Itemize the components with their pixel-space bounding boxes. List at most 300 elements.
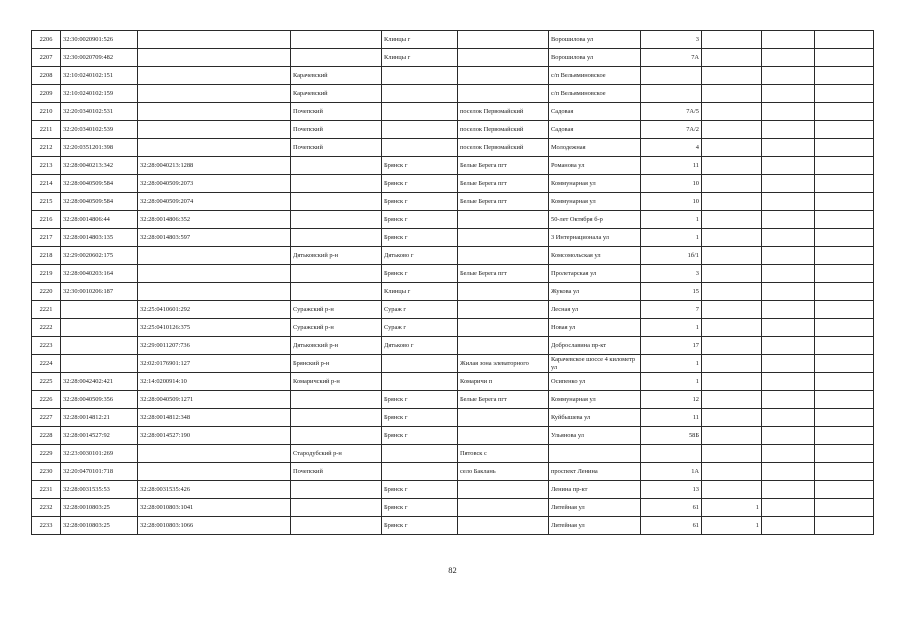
street-cell: Куйбышева ул [549,409,641,427]
settlement-cell [458,211,549,229]
row-number: 2212 [32,139,61,157]
cadastral-number-object [138,85,291,103]
city-cell: Брянск г [382,229,458,247]
empty-cell [762,517,815,535]
city-cell: Клинцы г [382,283,458,301]
city-cell: Дятьково г [382,337,458,355]
empty-cell [815,157,874,175]
settlement-cell [458,301,549,319]
registry-rows [32,31,874,535]
house-number-cell: 1 [641,355,702,373]
row-number: 2230 [32,463,61,481]
row-number: 2215 [32,193,61,211]
street-cell: Коммунарная ул [549,193,641,211]
district-cell [291,481,382,499]
city-cell: Брянск г [382,481,458,499]
extra-number-cell [702,175,762,193]
table-row [32,121,874,139]
street-cell: Осипенко ул [549,373,641,391]
table-row [32,49,874,67]
district-cell [291,283,382,301]
house-number-cell [641,67,702,85]
table-row [32,157,874,175]
extra-number-cell [702,139,762,157]
settlement-cell: Жилая зона элеваторного [458,355,549,373]
street-cell: проспект Ленина [549,463,641,481]
district-cell: Почепский [291,103,382,121]
street-cell: Романова ул [549,157,641,175]
house-number-cell: 1А [641,463,702,481]
house-number-cell: 3 [641,31,702,49]
empty-cell [815,481,874,499]
settlement-cell [458,427,549,445]
city-cell: Сураж г [382,319,458,337]
settlement-cell [458,283,549,301]
extra-number-cell [702,103,762,121]
row-number: 2220 [32,283,61,301]
district-cell [291,229,382,247]
row-number: 2222 [32,319,61,337]
row-number: 2213 [32,157,61,175]
extra-number-cell [702,49,762,67]
city-cell: Брянск г [382,265,458,283]
city-cell [382,67,458,85]
page-number: 82 [448,565,457,575]
empty-cell [762,193,815,211]
empty-cell [815,301,874,319]
row-number: 2231 [32,481,61,499]
extra-number-cell [702,31,762,49]
empty-cell [815,247,874,265]
row-number: 2217 [32,229,61,247]
cadastral-number: 32:28:0010803:25 [61,499,138,517]
district-cell [291,193,382,211]
street-cell: Жукова ул [549,283,641,301]
empty-cell [762,445,815,463]
house-number-cell: 1 [641,373,702,391]
cadastral-number-object [138,103,291,121]
street-cell: Литейная ул [549,517,641,535]
district-cell: Почепский [291,121,382,139]
table-row [32,175,874,193]
cadastral-number-object [138,67,291,85]
street-cell [549,445,641,463]
district-cell: Почепский [291,463,382,481]
city-cell: Брянск г [382,517,458,535]
table-row [32,391,874,409]
registry-table [31,30,874,535]
empty-cell [762,319,815,337]
table-row [32,247,874,265]
street-cell: Коммунарная ул [549,391,641,409]
row-number: 2224 [32,355,61,373]
district-cell: Комаричский р-н [291,373,382,391]
city-cell [382,445,458,463]
city-cell [382,85,458,103]
empty-cell [815,175,874,193]
cadastral-number: 32:28:0014806:44 [61,211,138,229]
empty-cell [815,211,874,229]
city-cell: Брянск г [382,427,458,445]
empty-cell [815,85,874,103]
district-cell: Стародубский р-н [291,445,382,463]
extra-number-cell [702,445,762,463]
house-number-cell: 12 [641,391,702,409]
row-number: 2211 [32,121,61,139]
cadastral-number: 32:30:0020709:482 [61,49,138,67]
house-number-cell: 3 [641,265,702,283]
empty-cell [762,139,815,157]
empty-cell [762,229,815,247]
city-cell: Брянск г [382,193,458,211]
house-number-cell: 7 [641,301,702,319]
cadastral-number-object: 32:29:0011207:736 [138,337,291,355]
cadastral-number [61,301,138,319]
extra-number-cell: 1 [702,499,762,517]
city-cell: Брянск г [382,157,458,175]
street-cell: Комсомольская ул [549,247,641,265]
house-number-cell: 10 [641,175,702,193]
extra-number-cell [702,355,762,373]
extra-number-cell [702,121,762,139]
district-cell [291,265,382,283]
empty-cell [762,121,815,139]
extra-number-cell [702,229,762,247]
city-cell: Клинцы г [382,49,458,67]
cadastral-number: 32:28:0031535:53 [61,481,138,499]
empty-cell [762,175,815,193]
empty-cell [762,463,815,481]
extra-number-cell [702,409,762,427]
empty-cell [762,157,815,175]
district-cell: Суражский р-н [291,301,382,319]
street-cell: Новая ул [549,319,641,337]
extra-number-cell [702,427,762,445]
city-cell: Брянск г [382,175,458,193]
row-number: 2233 [32,517,61,535]
house-number-cell: 10 [641,193,702,211]
cadastral-number [61,355,138,373]
settlement-cell [458,229,549,247]
district-cell [291,175,382,193]
street-cell: Ворошилова ул [549,31,641,49]
empty-cell [815,121,874,139]
house-number-cell: 1 [641,229,702,247]
settlement-cell [458,247,549,265]
house-number-cell: 1 [641,211,702,229]
house-number-cell: 58Б [641,427,702,445]
cadastral-number: 32:23:0030101:269 [61,445,138,463]
district-cell: Брянский р-н [291,355,382,373]
row-number: 2210 [32,103,61,121]
city-cell: Брянск г [382,391,458,409]
cadastral-number: 32:30:0010206:187 [61,283,138,301]
table-row [32,31,874,49]
cadastral-number-object [138,121,291,139]
cadastral-number: 32:20:0340102:539 [61,121,138,139]
cadastral-number-object [138,139,291,157]
street-cell: Ленина пр-кт [549,481,641,499]
extra-number-cell [702,283,762,301]
settlement-cell: село Баклань [458,463,549,481]
settlement-cell [458,67,549,85]
house-number-cell: 11 [641,409,702,427]
house-number-cell: 61 [641,499,702,517]
empty-cell [815,391,874,409]
house-number-cell [641,85,702,103]
empty-cell [762,49,815,67]
empty-cell [815,445,874,463]
extra-number-cell [702,265,762,283]
table-row [32,139,874,157]
empty-cell [762,409,815,427]
row-number: 2218 [32,247,61,265]
table-row [32,193,874,211]
cadastral-number-object: 32:28:0010803:1066 [138,517,291,535]
settlement-cell: Белые Берега пгт [458,193,549,211]
district-cell: Суражский р-н [291,319,382,337]
empty-cell [815,67,874,85]
cadastral-number: 32:28:0010803:25 [61,517,138,535]
house-number-cell: 7А/2 [641,121,702,139]
settlement-cell: Пятовск с [458,445,549,463]
street-cell: Садовая [549,103,641,121]
cadastral-number: 32:28:0040203:164 [61,265,138,283]
extra-number-cell [702,211,762,229]
empty-cell [762,67,815,85]
district-cell: Карачевский [291,85,382,103]
house-number-cell: 13 [641,481,702,499]
row-number: 2221 [32,301,61,319]
table-row [32,211,874,229]
row-number: 2216 [32,211,61,229]
empty-cell [815,229,874,247]
empty-cell [815,265,874,283]
extra-number-cell [702,391,762,409]
empty-cell [815,139,874,157]
settlement-cell: Белые Берега пгт [458,175,549,193]
cadastral-number-object: 32:28:0014812:348 [138,409,291,427]
cadastral-number-object: 32:25:0410601:292 [138,301,291,319]
extra-number-cell [702,301,762,319]
empty-cell [762,427,815,445]
house-number-cell: 7А [641,49,702,67]
house-number-cell: 17 [641,337,702,355]
street-cell: Коммунарная ул [549,175,641,193]
house-number-cell: 7А/5 [641,103,702,121]
row-number: 2223 [32,337,61,355]
district-cell: Дятьковский р-н [291,247,382,265]
settlement-cell [458,481,549,499]
street-cell: Пролетарская ул [549,265,641,283]
extra-number-cell [702,67,762,85]
table-row [32,499,874,517]
cadastral-number-object: 32:28:0040213:1288 [138,157,291,175]
district-cell [291,49,382,67]
city-cell [382,463,458,481]
empty-cell [762,355,815,373]
city-cell: Брянск г [382,499,458,517]
empty-cell [762,301,815,319]
city-cell: Брянск г [382,211,458,229]
street-cell: с/п Вельяминовское [549,85,641,103]
row-number: 2214 [32,175,61,193]
cadastral-number-object [138,247,291,265]
settlement-cell [458,337,549,355]
empty-cell [815,337,874,355]
settlement-cell: Белые Берега пгт [458,157,549,175]
house-number-cell [641,445,702,463]
street-cell: Литейная ул [549,499,641,517]
cadastral-number: 32:10:0240102:151 [61,67,138,85]
extra-number-cell [702,463,762,481]
table-row [32,301,874,319]
row-number: 2208 [32,67,61,85]
empty-cell [762,283,815,301]
street-cell: Лесная ул [549,301,641,319]
table-row [32,427,874,445]
empty-cell [815,103,874,121]
table-row [32,265,874,283]
table-row [32,319,874,337]
settlement-cell: поселок Первомайский [458,139,549,157]
street-cell: Доброславина пр-кт [549,337,641,355]
empty-cell [762,373,815,391]
house-number-cell: 1б/1 [641,247,702,265]
empty-cell [815,409,874,427]
cadastral-number-object: 32:25:0410126:375 [138,319,291,337]
district-cell [291,211,382,229]
cadastral-number: 32:28:0040509:584 [61,193,138,211]
cadastral-number-object: 32:28:0040509:2074 [138,193,291,211]
settlement-cell [458,409,549,427]
table-row [32,355,874,373]
district-cell [291,157,382,175]
street-cell: Ворошилова ул [549,49,641,67]
cadastral-number [61,337,138,355]
cadastral-number-object: 32:28:0040509:1271 [138,391,291,409]
district-cell: Карачевский [291,67,382,85]
empty-cell [762,391,815,409]
empty-cell [762,247,815,265]
district-cell [291,499,382,517]
row-number: 2225 [32,373,61,391]
extra-number-cell: 1 [702,517,762,535]
house-number-cell: 11 [641,157,702,175]
settlement-cell [458,499,549,517]
empty-cell [815,355,874,373]
cadastral-number-object: 32:02:0176901:127 [138,355,291,373]
empty-cell [762,85,815,103]
extra-number-cell [702,193,762,211]
cadastral-number: 32:20:0470101:718 [61,463,138,481]
cadastral-number: 32:28:0014803:135 [61,229,138,247]
extra-number-cell [702,319,762,337]
settlement-cell: Комаричи п [458,373,549,391]
city-cell: Брянск г [382,409,458,427]
cadastral-number-object [138,445,291,463]
extra-number-cell [702,85,762,103]
city-cell: Клинцы г [382,31,458,49]
table-row [32,445,874,463]
empty-cell [762,103,815,121]
table-row [32,103,874,121]
row-number: 2227 [32,409,61,427]
table-row [32,481,874,499]
house-number-cell: 61 [641,517,702,535]
cadastral-number: 32:28:0040213:342 [61,157,138,175]
row-number: 2219 [32,265,61,283]
cadastral-number: 32:28:0042402:421 [61,373,138,391]
empty-cell [815,427,874,445]
house-number-cell: 15 [641,283,702,301]
settlement-cell: поселок Первомайский [458,103,549,121]
house-number-cell: 1 [641,319,702,337]
extra-number-cell [702,247,762,265]
extra-number-cell [702,337,762,355]
row-number: 2226 [32,391,61,409]
city-cell [382,373,458,391]
cadastral-number-object: 32:28:0014527:190 [138,427,291,445]
settlement-cell: Белые Берега пгт [458,265,549,283]
cadastral-number: 32:28:0040509:356 [61,391,138,409]
cadastral-number [61,319,138,337]
row-number: 2228 [32,427,61,445]
street-cell: 3 Интернационала ул [549,229,641,247]
row-number: 2209 [32,85,61,103]
cadastral-number: 32:29:0020602:175 [61,247,138,265]
city-cell: Дятьково г [382,247,458,265]
settlement-cell [458,49,549,67]
row-number: 2207 [32,49,61,67]
cadastral-number-object [138,31,291,49]
settlement-cell [458,517,549,535]
empty-cell [762,337,815,355]
empty-cell [762,265,815,283]
district-cell [291,427,382,445]
extra-number-cell [702,373,762,391]
house-number-cell: 4 [641,139,702,157]
table-row [32,373,874,391]
city-cell: Сураж г [382,301,458,319]
settlement-cell: поселок Первомайский [458,121,549,139]
table-row [32,517,874,535]
empty-cell [762,481,815,499]
cadastral-number-object [138,463,291,481]
cadastral-number: 32:30:0020901:526 [61,31,138,49]
district-cell [291,391,382,409]
table-row [32,229,874,247]
city-cell [382,139,458,157]
table-row [32,67,874,85]
extra-number-cell [702,157,762,175]
settlement-cell [458,319,549,337]
district-cell [291,409,382,427]
empty-cell [815,463,874,481]
empty-cell [762,211,815,229]
table-row [32,463,874,481]
settlement-cell [458,85,549,103]
street-cell: Карачевское шоссе 4 километр ул [549,355,641,373]
cadastral-number-object [138,265,291,283]
cadastral-number-object [138,283,291,301]
cadastral-number-object: 32:28:0014806:352 [138,211,291,229]
table-row [32,409,874,427]
cadastral-number: 32:10:0240102:159 [61,85,138,103]
empty-cell [815,517,874,535]
row-number: 2229 [32,445,61,463]
extra-number-cell [702,481,762,499]
